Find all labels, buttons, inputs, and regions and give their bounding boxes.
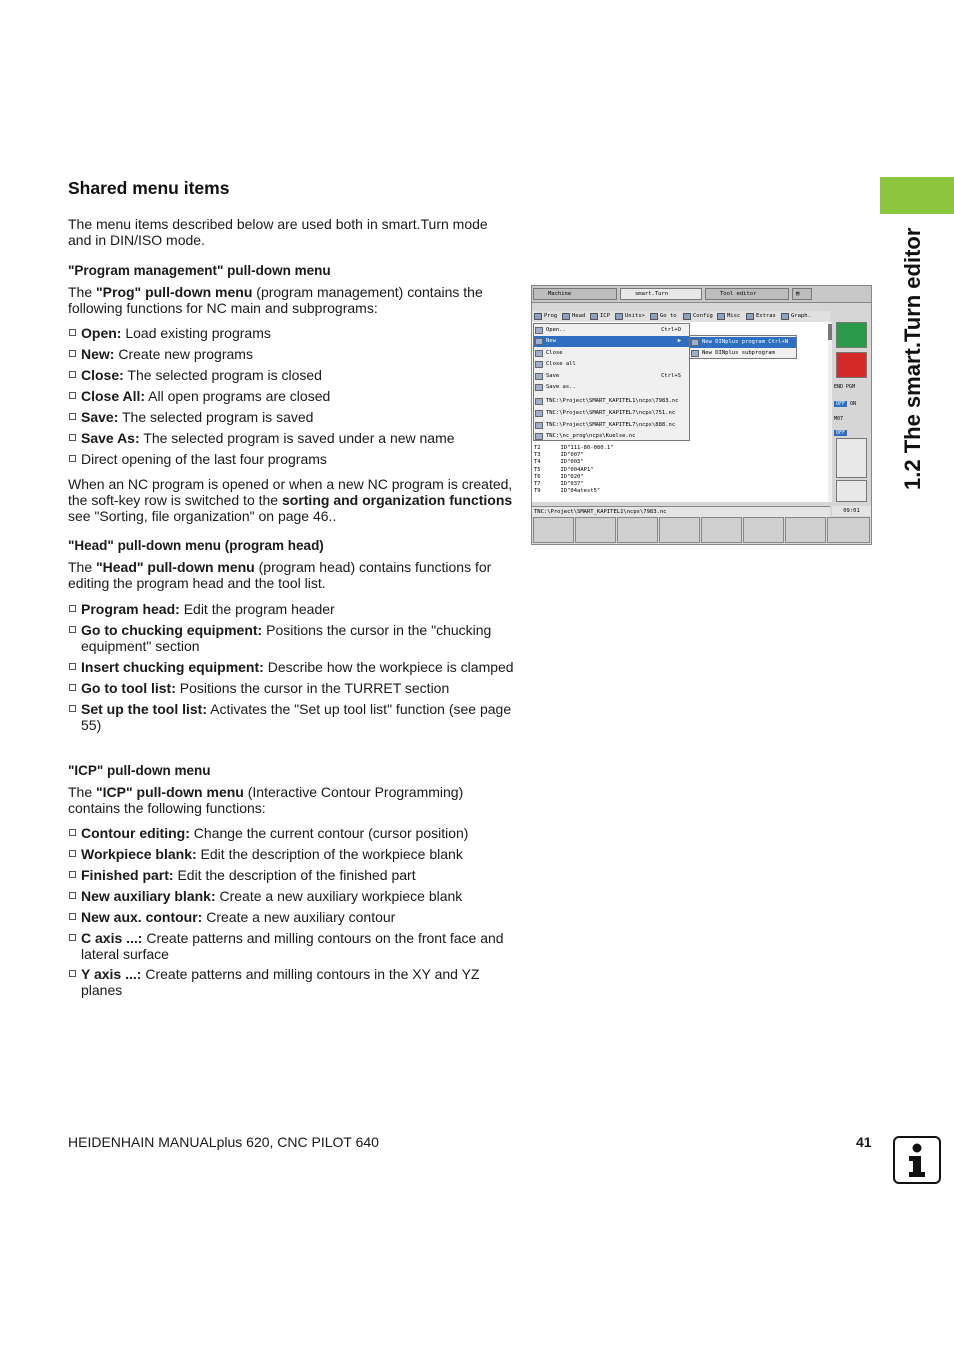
menu-config[interactable]: Config [682, 312, 713, 321]
head-subheading: "Head" pull-down menu (program head) [68, 538, 324, 553]
list-item: Program head: Edit the program header [68, 601, 514, 617]
list-item: Open: Load existing programs [68, 325, 514, 341]
softkey-2[interactable] [575, 517, 616, 543]
list-item: Insert chucking equipment: Describe how the workpiece is clamped [68, 659, 514, 675]
list-item: New aux. contour: Create a new auxiliary contour [68, 909, 514, 925]
bullet-square-icon [69, 684, 76, 691]
bullet-square-icon [69, 934, 76, 941]
softkey-3[interactable] [617, 517, 658, 543]
prog-subheading: "Program management" pull-down menu [68, 263, 331, 278]
softkey-7[interactable] [785, 517, 826, 543]
softkey-1[interactable] [533, 517, 574, 543]
prog-note: When an NC program is opened or when a new NC program is created, the soft-key row is switched to the sorting and organization functions see "Sorting, file organization" on page 46.. [68, 476, 513, 524]
section-heading: Shared menu items [68, 178, 230, 198]
icp-list [68, 825, 514, 998]
prog-dropdown [533, 323, 690, 441]
dropdown-item[interactable]: Save as.. [534, 382, 689, 393]
menu-prog[interactable]: Prog [533, 312, 557, 321]
dropdown-item[interactable]: Close [534, 348, 689, 359]
bullet-square-icon [69, 371, 76, 378]
footer-text: HEIDENHAIN MANUALplus 620, CNC PILOT 640 [68, 1134, 379, 1150]
list-item: Workpiece blank: Edit the description of the workpiece blank [68, 846, 514, 862]
list-item: Close: The selected program is closed [68, 367, 514, 383]
list-item: Close All: All open programs are closed [68, 388, 514, 404]
info-i-icon [893, 1136, 941, 1184]
list-item: Save As: The selected program is saved under a new name [68, 430, 514, 446]
softkey-5[interactable] [701, 517, 742, 543]
bullet-square-icon [69, 413, 76, 420]
tab-smart-turn[interactable]: smart.Turn [620, 288, 702, 300]
new-submenu [689, 335, 797, 359]
arrow-icon[interactable] [836, 480, 867, 502]
page-number: 41 [856, 1134, 872, 1150]
list-item: Direct opening of the last four programs [68, 451, 514, 467]
bullet-square-icon [69, 434, 76, 441]
list-item: C axis ...: Create patterns and milling contours on the front face and lateral surface [68, 930, 514, 962]
list-item: New: Create new programs [68, 346, 514, 362]
submenu-item[interactable]: New DINplus subprogram [690, 348, 796, 359]
list-item: Save: The selected program is saved [68, 409, 514, 425]
menu-graph[interactable]: Graph. [780, 312, 811, 321]
clock: 09:01 [832, 506, 871, 516]
bullet-square-icon [69, 705, 76, 712]
softkey-4[interactable] [659, 517, 700, 543]
dropdown-item[interactable]: TNC:\nc_prog\ncps\Kuelse.nc [534, 431, 689, 442]
list-item: Set up the tool list: Activates the "Set up tool list" function (see page 55) [68, 701, 514, 733]
list-item: Y axis ...: Create patterns and milling contours in the XY and YZ planes [68, 966, 514, 998]
softkey-row [532, 517, 871, 544]
bullet-square-icon [69, 913, 76, 920]
m07-label: M07 [834, 416, 844, 422]
icp-subheading: "ICP" pull-down menu [68, 763, 211, 778]
bullet-square-icon [69, 871, 76, 878]
softkey-6[interactable] [743, 517, 784, 543]
list-item: Finished part: Edit the description of the finished part [68, 867, 514, 883]
submenu-item[interactable]: New DINplus program Ctrl+N [690, 337, 796, 348]
menu-units[interactable]: Units> [614, 312, 645, 321]
end-pgm-label: END PGM [834, 384, 856, 390]
off-on-label: OFF ON [836, 401, 857, 407]
head-paragraph: The "Head" pull-down menu (program head) contains functions for editing the program head and the tool list. [68, 559, 492, 591]
off-label: OFF [836, 430, 846, 436]
bullet-square-icon [69, 892, 76, 899]
tab-machine[interactable]: Machine [533, 288, 617, 300]
bullet-square-icon [69, 350, 76, 357]
bullet-square-icon [69, 605, 76, 612]
screen-menubar [532, 311, 830, 322]
program-path: TNC:\Project\SMART_KAPITEL1\ncps\7983.nc [532, 506, 830, 517]
screenshot-figure [531, 285, 872, 545]
chapter-title: 1.2 The smart.Turn editor [900, 227, 925, 490]
menu-head[interactable]: Head [561, 312, 585, 321]
program-code: T2 ID"111-80-080.1" T3 ID"007" T4 ID"003" T5 ID"004AP1" T6 ID"020" T7 ID"037" T9 ID"04atest5" [534, 445, 614, 495]
bullet-square-icon [69, 392, 76, 399]
bullet-square-icon [69, 850, 76, 857]
dropdown-item[interactable]: Open.. Ctrl+O [534, 325, 689, 336]
tab-tool-editor[interactable]: Tool editor [705, 288, 789, 300]
list-item: Go to chucking equipment: Positions the cursor in the "chucking equipment" section [68, 622, 514, 654]
prog-list [68, 325, 514, 467]
screen-tab-bar [532, 286, 871, 303]
menu-goto[interactable]: Go to [649, 312, 677, 321]
start-icon[interactable] [836, 322, 867, 348]
bullet-square-icon [69, 663, 76, 670]
head-list [68, 601, 514, 733]
bullet-square-icon [69, 829, 76, 836]
tool-icon[interactable] [836, 438, 867, 478]
dropdown-item[interactable]: Save Ctrl+S [534, 371, 689, 382]
bullet-square-icon [69, 455, 76, 462]
menu-extras[interactable]: Extras [745, 312, 776, 321]
bullet-square-icon [69, 626, 76, 633]
bullet-square-icon [69, 970, 76, 977]
stop-icon[interactable] [836, 352, 867, 378]
intro-paragraph: The menu items described below are used both in smart.Turn mode and in DIN/ISO mode. [68, 216, 488, 248]
save-disk-icon[interactable]: ▤ [792, 288, 812, 300]
dropdown-item[interactable]: TNC:\Project\SMART_KAPITEL1\ncps\7983.nc [534, 396, 689, 407]
menu-misc[interactable]: Misc [716, 312, 740, 321]
softkey-8[interactable] [827, 517, 870, 543]
dropdown-item[interactable]: TNC:\Project\SMART_KAPITEL7\ncps\751.nc [534, 408, 689, 419]
bullet-square-icon [69, 329, 76, 336]
list-item: New auxiliary blank: Create a new auxiliary workpiece blank [68, 888, 514, 904]
icp-paragraph: The "ICP" pull-down menu (Interactive Contour Programming) contains the following functions: [68, 784, 464, 816]
side-softkeys [832, 316, 871, 504]
list-item: Contour editing: Change the current contour (cursor position) [68, 825, 514, 841]
dropdown-item[interactable]: TNC:\Project\SMART_KAPITEL7\ncps\888.nc [534, 420, 689, 431]
menu-icp[interactable]: ICP [589, 312, 610, 321]
dropdown-item[interactable]: Close all [534, 359, 689, 370]
list-item: Go to tool list: Positions the cursor in the TURRET section [68, 680, 514, 696]
prog-paragraph: The "Prog" pull-down menu (program management) contains the following functions for NC main and subprograms: [68, 284, 483, 316]
dropdown-item[interactable]: New ▶ [534, 336, 689, 347]
